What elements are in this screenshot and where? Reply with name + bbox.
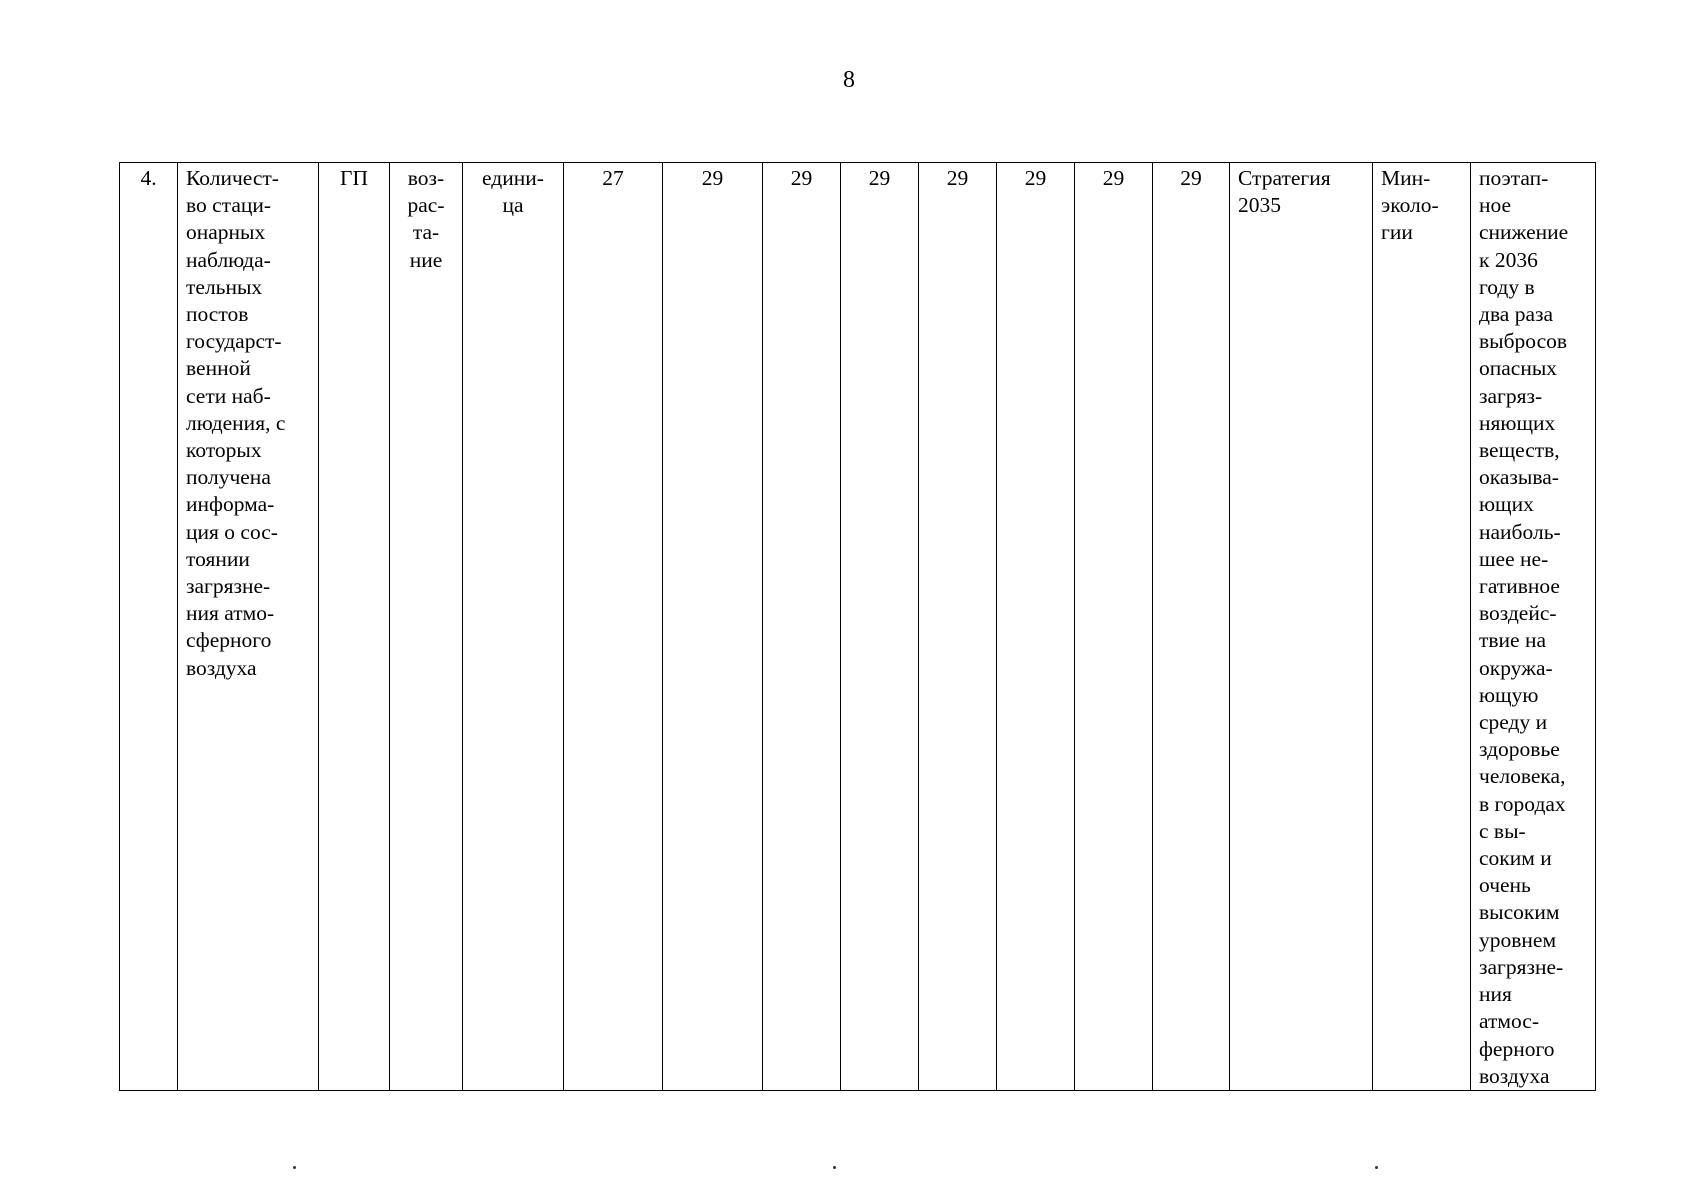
indicator-name: Количест- во стаци- онарных наблюда- тельных постов государст- венной сети наб- людения, с которых получена информа- ция о сос- тоянии загрязне- ния атмо- сферного воздуха [178,163,319,1091]
value-cell: 29 [841,163,919,1091]
value-cell: 29 [1153,163,1230,1091]
table-row [120,163,1596,1091]
scan-dot [293,1166,296,1169]
value-cell: 29 [997,163,1075,1091]
note: поэтап- ное снижение к 2036 году в два раза выбросов опасных загряз- няющих веществ, оказыва- ющих наиболь- шее не- гативное воздейс- твие на окружа- ющую среду и здоровье человека, в городах с вы- соким и очень высоким уровнем загрязне- ния атмос- ферного воздуха [1471,163,1596,1091]
indicator-type: ГП [319,163,390,1091]
trend: воз- рас- та- ние [390,163,463,1091]
scan-dot [833,1166,836,1169]
source-document: Стратегия 2035 [1230,163,1373,1091]
value-cell: 29 [763,163,841,1091]
value-cell: 29 [663,163,763,1091]
scan-dot [1375,1166,1378,1169]
page-number: 8 [843,67,855,93]
value-cell: 29 [1075,163,1153,1091]
unit: едини- ца [463,163,564,1091]
value-cell: 27 [564,163,663,1091]
responsible-body: Мин- эколо- гии [1373,163,1471,1091]
indicator-table [119,162,1596,1091]
value-cell: 29 [919,163,997,1091]
row-index: 4. [120,163,178,1091]
